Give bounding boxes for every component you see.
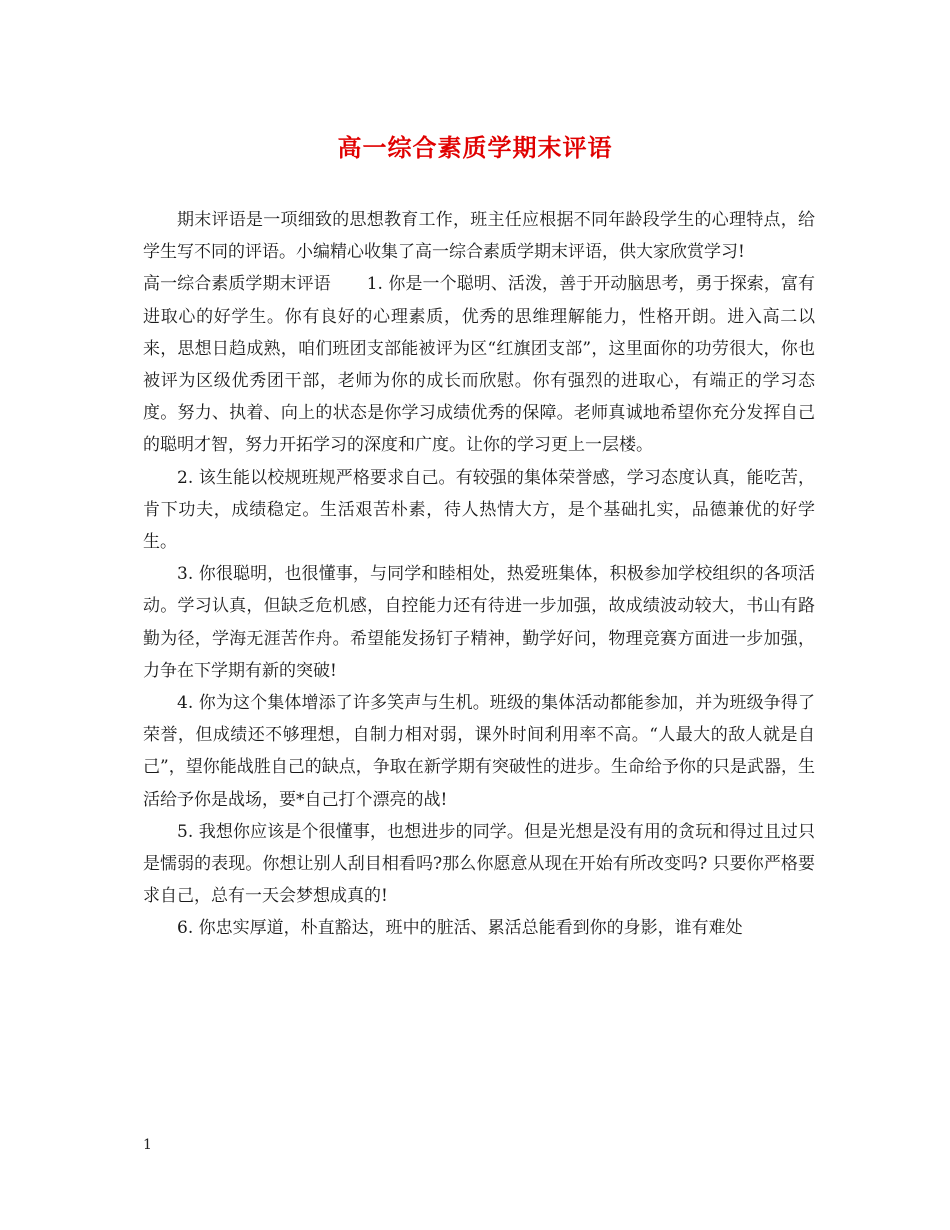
intro-paragraph: 期末评语是一项细致的思想教育工作，班主任应根据不同年龄段学生的心理特点，给学生写不同的评语。小编精心收集了高一综合素质学期末评语，供大家欣赏学习! <box>143 210 815 263</box>
comment-item-3: 3. 你很聪明，也很懂事，与同学和睦相处，热爱班集体，积极参加学校组织的各项活动。学习认真，但缺乏危机感，自控能力还有待进一步加强，故成绩波动较大，书山有路勤为径，学海无涯苦作舟。希望能发扬钉子精神，勤学好问，物理竞赛方面进一步加强，力争在下学期有新的突破! <box>143 564 815 681</box>
comment-item-4: 4. 你为这个集体增添了许多笑声与生机。班级的集体活动都能参加，并为班级争得了荣誉，但成绩还不够理想，自制力相对弱，课外时间利用率不高。“人最大的敌人就是自己”，望你能战胜自己的缺点，争取在新学期有突破性的进步。生命给予你的只是武器，生活给予你是战场，要*自己打个漂亮的战! <box>143 693 815 810</box>
comment-item-2: 2. 该生能以校规班规严格要求自己。有较强的集体荣誉感，学习态度认真，能吃苦，肯下功夫，成绩稳定。生活艰苦朴素，待人热情大方，是个基础扎实，品德兼优的好学生。 <box>143 467 815 553</box>
comment-item-6: 6. 你忠实厚道，朴直豁达，班中的脏活、累活总能看到你的身影，谁有难处 <box>177 918 743 939</box>
document-title: 高一综合素质学期末评语 <box>337 133 613 162</box>
page-number: 1 <box>143 1137 152 1153</box>
comment-item-1 <box>143 268 815 461</box>
comment-item-5: 5. 我想你应该是个很懂事，也想进步的同学。但是光想是没有用的贪玩和得过且过只是懦弱的表现。你想让别人刮目相看吗?那么你愿意从现在开始有所改变吗? 只要你严格要求自己，总有一天会梦想成真的! <box>143 821 815 907</box>
section-label: 高一综合素质学期末评语 <box>143 274 331 295</box>
comment-item-1-text: 1. 你是一个聪明、活泼，善于开动脑思考，勇于探索，富有进取心的好学生。你有良好的心理素质，优秀的思维理解能力，性格开朗。进入高二以来，思想日趋成熟，咱们班团支部能被评为区“红旗团支部”，这里面你的功劳很大，你也被评为区级优秀团干部，老师为你的成长而欣慰。你有强烈的进取心，有端正的学习态度。努力、执着、向上的状态是你学习成绩优秀的保障。老师真诚地希望你充分发挥自己的聪明才智，努力开拓学习的深度和广度。让你的学习更上一层楼。 <box>143 274 816 456</box>
document-body <box>143 204 815 945</box>
